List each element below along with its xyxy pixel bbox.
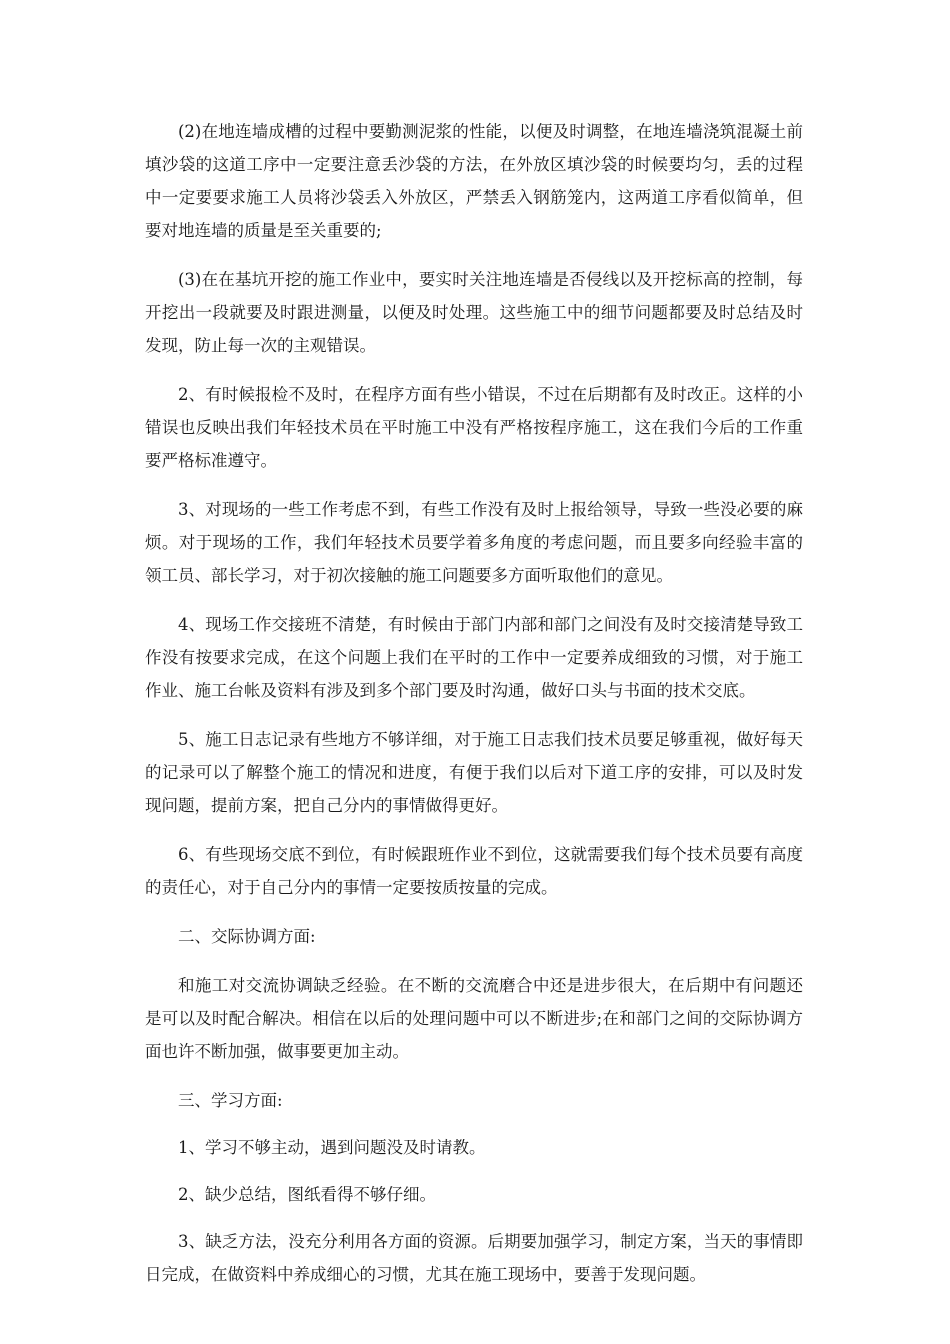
paragraph-disclosure: 6、有些现场交底不到位，有时候跟班作业不到位，这就需要我们每个技术员要有高度的责任心，对于自己分内的事情一定要按质按量的完成。 bbox=[145, 845, 803, 897]
paragraph-handover: 4、现场工作交接班不清楚，有时候由于部门内部和部门之间没有及时交接清楚导致工作没有按要求完成，在这个问题上我们在平时的工作中一定要养成细致的习惯，对于施工作业、施工台帐及资料有涉及到多个部门要及时沟通，做好口头与书面的技术交底。 bbox=[145, 615, 803, 700]
document-body bbox=[145, 115, 803, 1307]
paragraph-communication: 和施工对交流协调缺乏经验。在不断的交流磨合中还是进步很大，在后期中有问题还是可以及时配合解决。相信在以后的处理问题中可以不断进步;在和部门之间的交际协调方面也许不断加强，做事要更加主动。 bbox=[145, 976, 803, 1061]
section-heading-learning: 三、学习方面: bbox=[178, 1091, 283, 1110]
section-heading-communication: 二、交际协调方面: bbox=[178, 927, 316, 946]
paragraph-construction-log: 5、施工日志记录有些地方不够详细，对于施工日志我们技术员要足够重视，做好每天的记录可以了解整个施工的情况和进度，有便于我们以后对下道工序的安排，可以及时发现问题，提前方案，把自己分内的事情做得更好。 bbox=[145, 730, 803, 815]
paragraph-item-3: (3)在在基坑开挖的施工作业中，要实时关注地连墙是否侵线以及开挖标高的控制，每开挖出一段就要及时跟进测量，以便及时处理。这些施工中的细节问题都要及时总结及时发现，防止每一次的主观错误。 bbox=[145, 270, 803, 355]
learning-item-1: 1、学习不够主动，遇到问题没及时请教。 bbox=[178, 1138, 486, 1157]
paragraph-reporting: 2、有时候报检不及时，在程序方面有些小错误，不过在后期都有及时改正。这样的小错误也反映出我们年轻技术员在平时施工中没有严格按程序施工，这在我们今后的工作重要严格标准遵守。 bbox=[145, 385, 803, 470]
paragraph-item-2: (2)在地连墙成槽的过程中要勤测泥浆的性能，以便及时调整，在地连墙浇筑混凝土前填沙袋的这道工序中一定要注意丢沙袋的方法，在外放区填沙袋的时候要均匀，丢的过程中一定要要求施工人员将沙袋丢入外放区，严禁丢入钢筋笼内，这两道工序看似简单，但要对地连墙的质量是至关重要的; bbox=[145, 122, 803, 240]
learning-item-3: 3、缺乏方法，没充分利用各方面的资源。后期要加强学习，制定方案，当天的事情即日完成，在做资料中养成细心的习惯，尤其在施工现场中，要善于发现问题。 bbox=[145, 1232, 803, 1284]
paragraph-site-work: 3、对现场的一些工作考虑不到，有些工作没有及时上报给领导，导致一些没必要的麻烦。对于现场的工作，我们年轻技术员要学着多角度的考虑问题，而且要多向经验丰富的领工员、部长学习，对于初次接触的施工问题要多方面听取他们的意见。 bbox=[145, 500, 803, 585]
learning-item-2: 2、缺少总结，图纸看得不够仔细。 bbox=[178, 1185, 436, 1204]
